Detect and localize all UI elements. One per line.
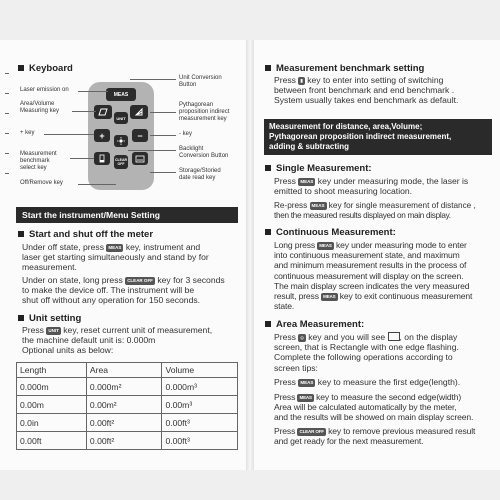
benchmark-key-inline: ▮ <box>300 78 303 83</box>
area-measurement-heading: Area Measurement: <box>265 319 364 330</box>
single-paragraph-2: Re-press MEAS key for single measurement of distance , then the measured results displayed on main display. <box>274 201 476 221</box>
single-measurement-heading: Single Measurement: <box>265 163 372 174</box>
rectangle-icon <box>388 332 400 341</box>
label-benchmark: Measurement benchmark select key <box>20 151 57 171</box>
leader-line <box>44 134 94 135</box>
storage-icon <box>135 155 145 163</box>
label-minus-key: - key <box>179 131 193 137</box>
meas-key-inline: MEAS <box>319 243 332 248</box>
section-bar-start: Start the instrument/Menu Setting <box>16 207 238 223</box>
leader-line <box>128 150 176 151</box>
table-cell: 0.0in <box>17 414 87 432</box>
continuous-measurement-heading: Continuous Measurement: <box>265 227 396 238</box>
benchmark-key <box>94 152 110 165</box>
unit-setting-heading: Unit setting <box>18 313 81 324</box>
area-step-3: Press CLEAR OFF key to remove previous measured result and get ready for the next measurement. <box>274 426 476 447</box>
label-laser-emission: Laser emission on <box>20 87 69 93</box>
leader-line <box>72 111 96 112</box>
label-pythagorean: Pythagorean proposition indirect measurement key <box>179 102 230 122</box>
margin-tick <box>5 73 9 74</box>
page-gutter <box>246 40 254 470</box>
table-header: Volume <box>162 363 238 378</box>
unit-key: UNIT <box>114 112 128 124</box>
meas-key-inline: MEAS <box>323 294 336 300</box>
section-bar-measurement: Measurement for distance, area,Volume; Pythagorean proposition indirect measurement, adding & subtracting <box>264 119 492 155</box>
clear-off-key: CLEAR OFF <box>114 155 128 169</box>
area-step-2: Press MEAS key to measure the second edge(width) Area will be calculated automatically by the meter, and the results will be showed on main display screen. <box>274 392 474 423</box>
table-cell: 0.00ft³ <box>162 432 238 450</box>
storage-key <box>132 152 148 165</box>
triangle-icon <box>134 108 144 116</box>
table-row <box>17 414 238 432</box>
label-plus-key: + key <box>20 130 35 136</box>
table-cell: 0.00ft <box>17 432 87 450</box>
keyboard-heading: Keyboard <box>18 63 73 74</box>
leader-line <box>150 135 176 136</box>
meas-key-inline: MEAS <box>300 380 314 385</box>
meas-key-inline: MEAS <box>311 203 325 208</box>
leader-line <box>150 172 176 173</box>
plus-key: + <box>94 129 110 142</box>
leader-line <box>78 184 116 185</box>
start-shutoff-heading: Start and shut off the meter <box>18 229 153 240</box>
table-cell: 0.00ft² <box>86 432 162 450</box>
margin-tick <box>5 173 9 174</box>
margin-tick <box>5 133 9 134</box>
margin-tick <box>5 153 9 154</box>
table-cell: 0.000m <box>17 378 87 396</box>
backlight-icon <box>117 137 125 145</box>
margin-tick <box>5 113 9 114</box>
off-key-inline: CLEAR OFF <box>127 278 153 283</box>
table-cell: 0.00m² <box>86 396 162 414</box>
leader-line <box>78 91 108 92</box>
table-row <box>17 378 238 396</box>
area-volume-key <box>94 105 112 119</box>
table-header: Area <box>86 363 162 378</box>
table-row <box>17 432 238 450</box>
leader-line <box>130 79 176 80</box>
keypad-illustration <box>88 82 154 190</box>
meas-key-inline: MEAS <box>108 245 122 250</box>
table-cell: 0.00m <box>17 396 87 414</box>
meas-key-inline: MEAS <box>300 179 314 184</box>
meas-key: MEAS <box>106 88 136 101</box>
off-key-inline: CLEAR OFF <box>299 429 324 434</box>
unit-paragraph: Press UNIT key, reset current unit of measurement, the machine default unit is: 0.000m Optional units as below: <box>22 325 213 356</box>
label-area-volume: Area/Volume Measuring key <box>20 101 60 114</box>
backlight-key <box>114 135 128 147</box>
start-paragraph-2: Under on state, long press CLEAR OFF key for 3 seconds to make the device off. The instrument will be shut off without any operation for 150 seconds. <box>22 275 225 306</box>
units-table <box>16 362 238 450</box>
area-step-1: Press MEAS key to measure the first edge(length). <box>274 377 461 387</box>
table-row <box>17 396 238 414</box>
table-cell: 0.00ft³ <box>162 414 238 432</box>
margin-tick <box>5 93 9 94</box>
label-storage: Storage/Storied date read key <box>179 168 221 181</box>
single-paragraph-1: Press MEAS key under measuring mode, the laser is emitted to shoot measuring location. <box>274 176 469 197</box>
table-header: Length <box>17 363 87 378</box>
unit-key-inline: UNIT <box>48 328 59 333</box>
table-cell: 0.000m³ <box>162 378 238 396</box>
area-icon <box>98 108 108 116</box>
table-cell: 0.00ft² <box>86 414 162 432</box>
table-header-row <box>17 363 238 378</box>
leader-line <box>150 112 176 113</box>
leader-line <box>70 158 94 159</box>
area-paragraph: Press ◇ key and you will see , on the display screen, that is Rectangle with one edge flashing. Complete the following operations according to screen tips: <box>274 332 459 373</box>
label-off-remove: Off/Remove key <box>20 180 63 186</box>
continuous-paragraph: Long press MEAS key under measuring mode to enter into continuous measurement state, and maximum and minimum measurement results in the process of continuous measurement will display on the screen. The main display screen indicates the very measured result, press MEAS key to exit continuous measurement state. <box>274 240 473 312</box>
benchmark-icon <box>99 154 105 163</box>
label-unit-conversion: Unit Conversion Button <box>179 75 222 88</box>
benchmark-paragraph: Press ▮ key to enter into setting of switching between front benchmark and end benchmark . System usually takes end benchmark as default. <box>274 75 459 106</box>
label-backlight: Backlight Conversion Button <box>179 146 229 159</box>
minus-key: − <box>132 129 148 142</box>
table-cell: 0.000m² <box>86 378 162 396</box>
benchmark-heading: Measurement benchmark setting <box>265 63 424 74</box>
meas-key-inline: MEAS <box>299 395 312 400</box>
start-paragraph-1: Under off state, press MEAS key, instrument and laser get starting simultaneously and stand by for measurement. <box>22 242 209 273</box>
table-cell: 0.00m³ <box>162 396 238 414</box>
pythagorean-key <box>130 105 148 119</box>
area-key-inline: ◇ <box>300 335 304 340</box>
